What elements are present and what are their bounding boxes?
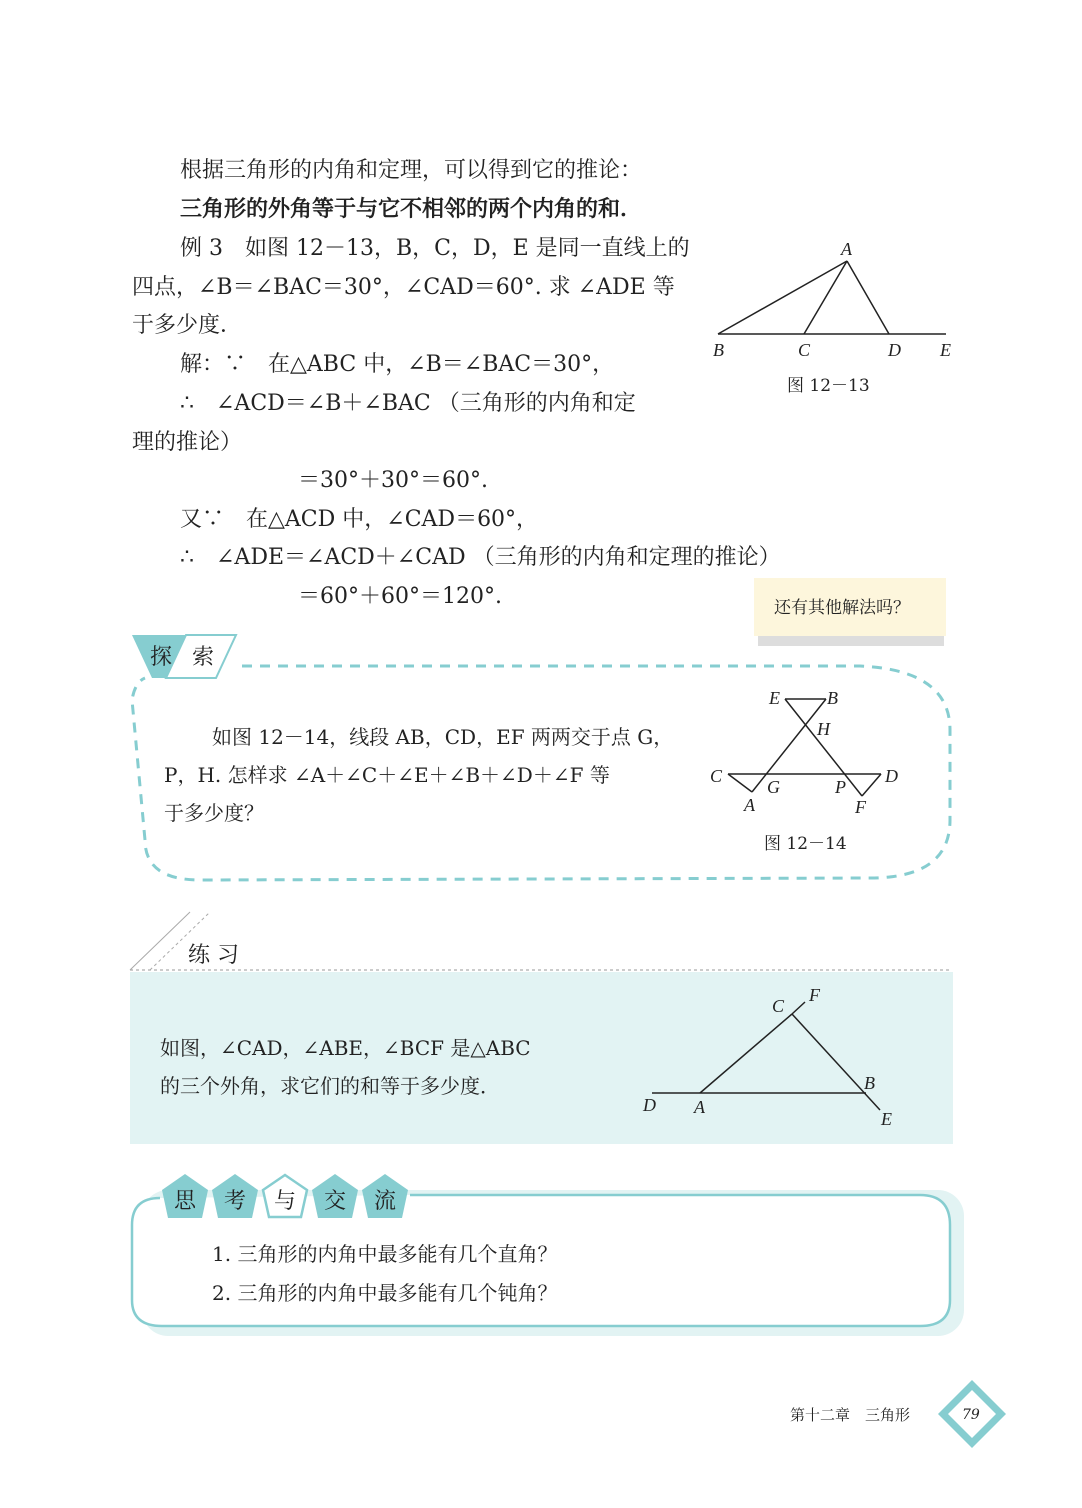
solution-line: 解：∵ 在△ABC 中，∠B＝∠BAC＝30°， <box>180 352 615 377</box>
theorem-intro: 根据三角形的内角和定理，可以得到它的推论： <box>180 158 643 183</box>
solution-line: ∴ ∠ACD＝∠B＋∠BAC （三角形的内角和定 <box>180 391 636 416</box>
fig-label: B <box>713 340 724 360</box>
footer-chapter: 第十二章 三角形 <box>790 1406 911 1424</box>
figure-12-14 <box>728 699 881 796</box>
explore-tag-1: 探 <box>150 645 173 670</box>
figure-caption: 图 12－13 <box>787 376 870 396</box>
example-line: 例 3 如图 12－13，B，C，D，E 是同一直线上的 <box>180 236 690 261</box>
discuss-tag: 流 <box>360 1172 410 1222</box>
fig-label: P <box>835 777 846 797</box>
fig-label: F <box>855 797 866 817</box>
fig-label: E <box>769 688 780 708</box>
solution-line: ＝60°＋60°＝120°. <box>298 584 502 609</box>
page-number: 79 <box>962 1407 980 1423</box>
fig-label: D <box>885 766 898 786</box>
corollary: 三角形的外角等于与它不相邻的两个内角的和． <box>180 197 643 222</box>
fig-label: A <box>744 795 755 815</box>
discuss-tag: 考 <box>210 1172 260 1222</box>
fig-label: F <box>809 985 820 1005</box>
fig-label: E <box>940 340 951 360</box>
fig-label: D <box>643 1095 656 1115</box>
fig-label: C <box>772 996 785 1016</box>
figure-caption: 图 12－14 <box>764 834 847 854</box>
solution-line: ＝30°＋30°＝60°. <box>298 468 488 493</box>
fig-label: H <box>817 719 830 739</box>
practice-line: 的三个外角，求它们的和等于多少度． <box>160 1074 500 1098</box>
fig-label: A <box>841 239 852 259</box>
practice-line: 如图，∠CAD，∠ABE，∠BCF 是△ABC <box>160 1036 531 1060</box>
fig-label: C <box>710 766 723 786</box>
fig-label: E <box>881 1109 892 1129</box>
note-text: 还有其他解法吗？ <box>774 598 910 618</box>
explore-line: P，H. 怎样求 ∠A＋∠C＋∠E＋∠B＋∠D＋∠F 等 <box>164 763 610 787</box>
discuss-tag: 与 <box>260 1172 310 1222</box>
practice-title: 练 习 <box>188 943 239 968</box>
solution-line: ∴ ∠ADE＝∠ACD＋∠CAD （三角形的内角和定理的推论） <box>180 545 781 570</box>
explore-line: 于多少度？ <box>164 801 264 825</box>
example-line: 于多少度． <box>132 313 243 338</box>
fig-label: D <box>888 340 901 360</box>
fig-label: G <box>767 777 780 797</box>
fig-label: A <box>694 1097 705 1117</box>
explore-tag-2: 索 <box>192 645 215 670</box>
explore-line: 如图 12－14，线段 AB，CD，EF 两两交于点 G， <box>212 725 674 749</box>
solution-line: 理的推论） <box>132 430 243 455</box>
solution-line: 又∵ 在△ACD 中，∠CAD＝60°， <box>180 507 539 532</box>
discuss-question: 2. 三角形的内角中最多能有几个钝角？ <box>212 1281 558 1305</box>
fig-label: B <box>864 1073 875 1093</box>
fig-label: C <box>798 340 811 360</box>
discuss-tag: 交 <box>310 1172 360 1222</box>
figure-12-13 <box>718 261 946 334</box>
discuss-question: 1. 三角形的内角中最多能有几个直角？ <box>212 1242 558 1266</box>
example-line: 四点，∠B＝∠BAC＝30°，∠CAD＝60°. 求 ∠ADE 等 <box>132 275 675 300</box>
discuss-tag: 思 <box>160 1172 210 1222</box>
fig-label: B <box>827 688 838 708</box>
